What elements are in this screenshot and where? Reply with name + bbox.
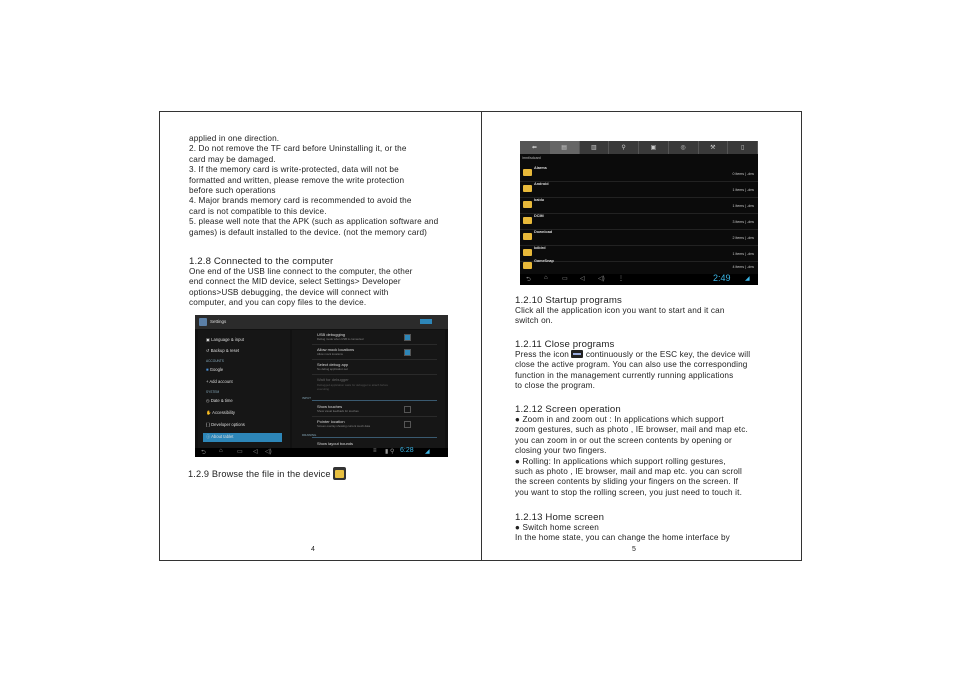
sidebar-item-label: Developer options: [211, 422, 245, 427]
sidebar-item-label: Add account: [209, 379, 233, 384]
setting-title: Show layout bounds: [317, 441, 354, 446]
text-line: Click all the application icon you want to start and it can: [515, 306, 725, 315]
sidebar-item-add-account: [206, 379, 233, 384]
checkbox-unchecked: [404, 421, 411, 428]
divider: [312, 374, 437, 375]
sidebar-header-system: SYSTEM: [206, 390, 220, 394]
folder-icon: [523, 185, 532, 192]
settings-icon: [199, 318, 207, 326]
sidebar-item-label: Google: [209, 367, 224, 372]
setting-title: Show touches: [317, 404, 343, 409]
text-line: the screen contents by sliding your fingers on the screen. If: [515, 477, 739, 487]
text-line: end connect the MID device, select Settings> Developer: [189, 277, 401, 287]
section-heading: 1.2.8 Connected to the computer: [189, 256, 334, 267]
sidebar-item-date-time: [206, 398, 233, 403]
divider: [312, 437, 437, 438]
folder-name: kdbird: [534, 246, 546, 250]
page-number: 4: [311, 546, 315, 553]
folder-name: baidu: [534, 198, 545, 202]
file-manager-icon: [333, 467, 346, 480]
document-icon: ▯: [728, 141, 758, 154]
section-heading: 1.2.10 Startup programs: [515, 295, 622, 306]
section-1-2-9: [188, 468, 388, 481]
text-line: 5. please well note that the APK (such as application software and: [189, 217, 439, 227]
text-line: ● Switch home screen: [515, 523, 599, 532]
divider: [312, 344, 437, 345]
folder-icon: [523, 249, 532, 256]
setting-title: USB debugging: [317, 332, 346, 337]
sidebar-item-accessibility: [206, 410, 235, 416]
notification-icon: ≡: [373, 448, 377, 454]
tools-icon: ⚒: [699, 141, 729, 154]
divider: [312, 359, 437, 360]
setting-subtitle: Allow mock locations: [317, 352, 343, 356]
usb-icon: ⚲: [609, 141, 639, 154]
text-line: computer, and you can copy files to the device.: [189, 298, 367, 308]
text-line: 3. If the memory card is write-protected, data will not be: [189, 165, 399, 175]
section-heading: 1.2.11 Close programs: [515, 339, 615, 350]
setting-subtitle: Debugged application waits for debugger to attach before executing: [317, 383, 389, 391]
text-line: before such operations: [189, 186, 276, 196]
folder-count: 1 items | -drw: [732, 252, 754, 256]
section-1-2-13: [515, 512, 777, 544]
sidebar-item-label: Language & input: [211, 337, 244, 342]
text-line: card is not compatible to this device.: [189, 206, 327, 216]
text-line: applied in one direction.: [189, 134, 280, 143]
section-1-2-10: [515, 295, 777, 327]
setting-subtitle: Show visual feedback for touches: [317, 409, 359, 413]
file-browser-toolbar: [520, 141, 758, 154]
section-1-2-11: [515, 339, 777, 392]
volume-up-icon: ◁): [598, 276, 605, 282]
folder-count: 2 items | -drw: [732, 236, 754, 240]
sdcard-tab-icon: ▤: [550, 141, 580, 154]
folder-name: Download: [534, 230, 553, 234]
google-icon: ■: [206, 367, 210, 372]
text-line: function in the management currently running applications: [515, 370, 734, 380]
settings-screenshot: [195, 315, 448, 457]
wifi-icon: ◢: [425, 449, 430, 455]
setting-title: Pointer location: [317, 419, 345, 424]
status-clock: 6:28: [400, 447, 414, 454]
sidebar-header-accounts: ACCOUNTS: [206, 359, 224, 363]
section-header-drawing: DRAWING: [302, 433, 317, 437]
text-line: formatted and written, please remove the write protection: [189, 175, 405, 185]
text-fragment: continuously or the ESC key, the device will: [585, 350, 751, 359]
sidebar-item-label: Date & time: [210, 398, 233, 403]
volume-down-icon: ◁: [253, 449, 258, 455]
left-page-text: [189, 134, 464, 238]
setting-subtitle: Screen overlay showing current touch data: [317, 424, 371, 428]
folder-icon: [523, 201, 532, 208]
folder-icon: [523, 217, 532, 224]
volume-down-icon: ◁: [580, 276, 585, 282]
text-line: switch on.: [515, 316, 553, 326]
sidebar-item-label: About tablet: [211, 434, 234, 439]
settings-sidebar: [198, 330, 290, 448]
system-nav-bar: [195, 448, 448, 457]
braces-icon: { }: [206, 422, 212, 427]
section-heading: 1.2.12 Screen operation: [515, 404, 621, 415]
file-browser-screenshot: [520, 141, 758, 285]
home-icon: ⌂: [544, 275, 548, 281]
text-line: [515, 350, 777, 360]
folder-icon: [523, 169, 532, 176]
page-divider: [481, 111, 482, 561]
section-heading: [188, 468, 388, 481]
home-icon: ⌂: [219, 448, 223, 454]
folder-icon: [335, 470, 344, 478]
text-line: 2. Do not remove the TF card before Uninstalling it, or the: [189, 144, 407, 154]
text-line: ● Rolling: In applications which support rolling gestures,: [515, 456, 726, 466]
sidebar-item-about: [206, 434, 233, 440]
status-clock: 2:49: [713, 273, 731, 283]
info-icon: ⓘ: [206, 434, 212, 439]
sidebar-item-developer: [206, 422, 245, 427]
folder-icon: [523, 233, 532, 240]
checkbox-unchecked: [404, 406, 411, 413]
toggle-button: [420, 319, 432, 324]
section-1-2-8: [189, 256, 464, 309]
sidebar-item-label: Accessibility: [212, 410, 235, 415]
plus-icon: +: [206, 379, 210, 384]
settings-top-bar: [195, 315, 448, 329]
setting-subtitle: No debug application set: [317, 367, 348, 371]
folder-count: 4 items | -drw: [732, 265, 754, 269]
page-number: 5: [632, 546, 636, 553]
text-line: to close the program.: [515, 381, 596, 391]
back-arrow-icon: ⬅: [520, 141, 550, 154]
volume-up-icon: ◁): [265, 449, 272, 455]
text-fragment: Press the icon: [515, 350, 569, 359]
sidebar-item-label: Backup & reset: [210, 348, 240, 353]
setting-title: Wait for debugger: [317, 377, 349, 382]
checkbox-checked: [404, 334, 411, 341]
text-line: ● Zoom in and zoom out : In applications which support: [515, 415, 724, 424]
text-line: closing your two fingers.: [515, 446, 607, 456]
text-line: card may be damaged.: [189, 154, 276, 164]
folder-row: [520, 214, 758, 230]
text-line: such as photo , IE browser, mail and map etc. you can scroll: [515, 467, 742, 477]
recent-apps-icon: ▭: [562, 276, 568, 282]
hand-icon: ✋: [206, 410, 213, 415]
folder-row: [520, 230, 758, 246]
system-nav-bar: [520, 274, 758, 285]
sidebar-item-google: [206, 367, 223, 372]
current-path: /mnt/sdcard: [522, 156, 541, 160]
image-icon: ▣: [639, 141, 669, 154]
back-icon: ⮌: [526, 277, 531, 283]
sidebar-item-language: [206, 337, 244, 342]
keyboard-icon: ▣: [206, 337, 212, 342]
text-line: zoom gestures, such as photo , IE browser, mail and map etc.: [515, 425, 748, 435]
folder-name: Android: [534, 182, 549, 186]
clock-icon: ◷: [206, 398, 211, 403]
text-line: you want to stop the rolling screen, you just need to touch it.: [515, 487, 743, 497]
folder-name: GameSnap: [534, 259, 554, 263]
storage-icon: ▥: [580, 141, 610, 154]
text-line: games) is default installed to the device. (not the memory card): [189, 227, 428, 237]
sidebar-item-backup: [206, 348, 239, 353]
text-line: One end of the USB line connect to the computer, the other: [189, 267, 413, 276]
setting-subtitle: Debug mode when USB is connected: [317, 337, 364, 341]
menu-icon: ⋮: [618, 276, 624, 282]
setting-title: Allow mock locations: [317, 347, 355, 352]
folder-row: [520, 198, 758, 214]
folder-row: [520, 259, 758, 274]
music-icon: ◎: [669, 141, 699, 154]
folder-name: Alarms: [534, 166, 547, 170]
folder-icon: [523, 262, 532, 269]
text-line: you can zoom in or out the screen contents by opening or: [515, 435, 732, 445]
section-header-input: INPUT: [302, 396, 311, 400]
folder-count: 3 items | -drw: [732, 220, 754, 224]
setting-title: Select debug app: [317, 362, 349, 367]
text-line: close the active program. You can also use the corresponding: [515, 360, 748, 370]
task-manager-icon: [571, 350, 583, 358]
folder-row: [520, 166, 758, 182]
checkbox-checked: [404, 349, 411, 356]
settings-title: Settings: [210, 319, 227, 324]
folder-name: DCIM: [534, 214, 544, 218]
divider: [312, 416, 437, 417]
text-line: In the home state, you can change the home interface by: [515, 533, 730, 543]
wifi-icon: ◢: [745, 276, 750, 282]
back-icon: ⮌: [201, 450, 206, 456]
folder-count: 1 items | -drw: [732, 188, 754, 192]
text-line: 4. Major brands memory card is recommended to avoid the: [189, 196, 412, 206]
reset-icon: ↺: [206, 348, 211, 353]
section-heading: 1.2.13 Home screen: [515, 512, 605, 523]
section-heading-text: 1.2.9 Browse the file in the device: [188, 468, 331, 479]
divider: [312, 400, 437, 401]
status-icons: ▮ ⚲: [385, 449, 395, 455]
text-line: options>USB debugging, the device will connect with: [189, 287, 389, 297]
folder-count: 1 items | -drw: [732, 204, 754, 208]
recent-apps-icon: ▭: [237, 449, 243, 455]
bar-icon: [573, 353, 581, 355]
folder-count: 0 items | -drw: [732, 172, 754, 176]
settings-main-panel: [292, 330, 445, 448]
section-1-2-12: [515, 404, 777, 498]
folder-row: [520, 182, 758, 198]
